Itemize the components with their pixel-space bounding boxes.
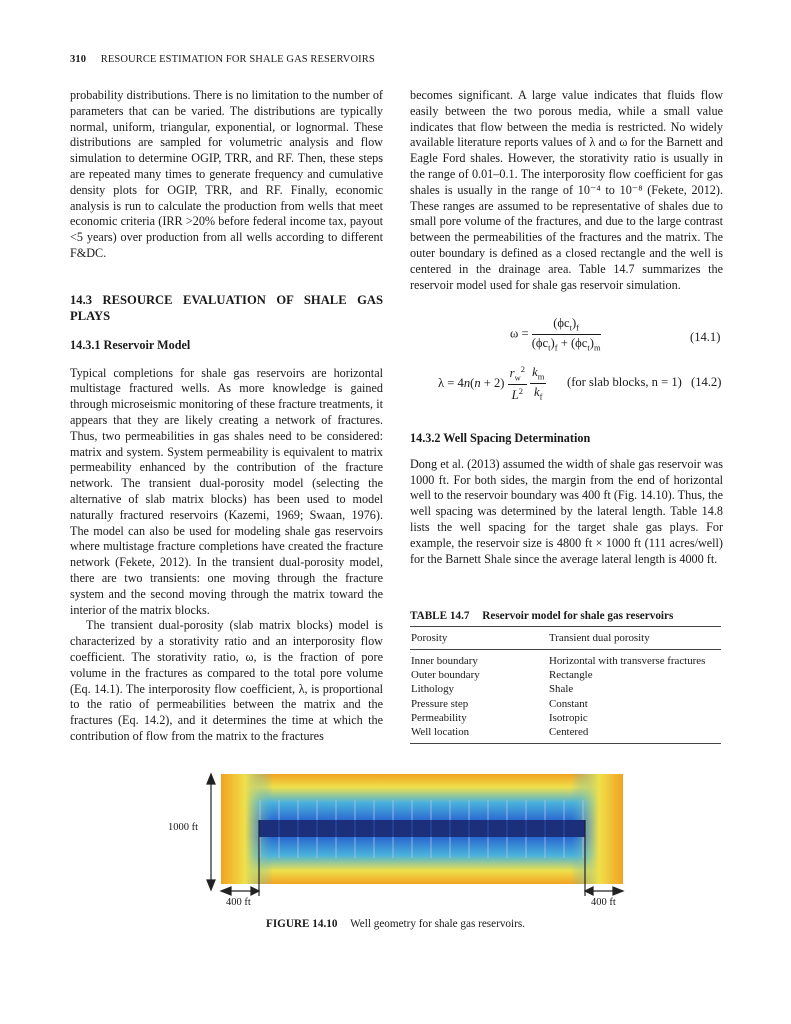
equation-14-2-number: (14.2) xyxy=(691,375,722,389)
table-cell: Inner boundary xyxy=(411,655,478,667)
table-cell: Lithology xyxy=(411,683,454,696)
horizontal-well xyxy=(259,820,585,837)
table-cell: Centered xyxy=(549,725,589,738)
table-row xyxy=(410,711,721,725)
left-column xyxy=(70,88,383,745)
table-caption xyxy=(410,610,683,622)
figure-width-label: 1000 ft xyxy=(168,822,199,833)
table-title: Reservoir model for shale gas reservoirs xyxy=(482,610,674,622)
section-heading: 14.3 RESOURCE EVALUATION OF SHALE GAS PLAYS xyxy=(70,292,383,323)
subsection-heading-reservoir-model: 14.3.1 Reservoir Model xyxy=(70,337,191,352)
well-spacing-paragraph: Dong et al. (2013) assumed the width of shale gas reservoir was 1000 ft. For both sides, the margin from the end of horizontal well to the reservoir boundary was 400 ft (Fig. 14.10). Thus, the well spacing was determined by the lateral length. Table 14.8 lists the well spacing for the target shale gas plays. For example, the reservoir size is 4800 ft × 1000 ft (111 acres/well) for the Barnett Shale since the average lateral length is 4000 ft. xyxy=(410,456,723,566)
well-stage-marks xyxy=(279,820,564,837)
table-header-cell: Transient dual porosity xyxy=(549,632,650,644)
reservoir-model-paragraph-2: The transient dual-porosity (slab matrix blocks) model is characterized by a storativity ratio and an interporosity flow coefficient. The storativity ratio, ω, is the fraction of pore volume in the fractures as compared to the total pore volume (Eq. 14.1). The interporosity flow coefficient, λ, is proportional to the ratio of permeabilities between the matrix and the fractures (Eq. 14.2), and it determines the time at which the contribution of flow from the matrix to the fractures xyxy=(70,618,383,743)
table-cell: Pressure step xyxy=(411,697,469,710)
table-cell: Shale xyxy=(549,683,574,696)
figure-left-margin-label: 400 ft xyxy=(226,897,251,908)
table-row xyxy=(410,682,721,696)
figure-right-margin-label: 400 ft xyxy=(591,897,616,908)
figure-caption xyxy=(0,918,791,930)
fracture-lines xyxy=(260,800,583,858)
table-cell: Horizontal with transverse fractures xyxy=(549,655,706,667)
running-header xyxy=(70,54,375,65)
table-cell: Constant xyxy=(549,697,588,710)
running-title: RESOURCE ESTIMATION FOR SHALE GAS RESERVOIRS xyxy=(100,54,375,65)
table-cell: Outer boundary xyxy=(411,669,480,682)
table-header-cell: Porosity xyxy=(411,632,448,644)
right-paragraph-1: becomes significant. A large value indicates that fluids flow easily between the two porous media, while a small value indicates that flow between the media is restricted. No widely available literature reports values of λ and ω for the Barnett and Eagle Ford shales. However, the storativity ratio is usually in the range of 0.01–0.1. The interporosity flow coefficient for gas shales is usually in the range of 10⁻⁴ to 10⁻⁸ (Fekete, 2012). These ranges are assumed to be representative of shales due to small pore volume of the fractures, and due to the large contrast between the permeabilities of the fractures and the matrix. The outer boundary is defined as a closed rectangle and the well is centered in the drainage area. Table 14.7 summarizes the reservoir model used for shale gas reservoir simulation. xyxy=(410,88,723,292)
equation-14-1: ω = $\frac{(\phi c_t)_f}{(\phi c_t)_f + (\phi c_t)_m}$ xyxy=(510,316,601,353)
figure-label: FIGURE 14.10 xyxy=(265,918,338,930)
intro-paragraph: probability distributions. There is no limitation to the number of parameters that can be varied. The distributions are typically normal, uniform, triangular, exponential, or lognormal. These distributions are sampled for volumetric analysis and flow simulation to determine OGIP, TRR, and RF. Then, these steps are repeated many times to generate frequency and cumulative density plots for OGIP, TRR, and RF. Finally, economic analysis is run to calculate the production from wells that meet economic criteria (IRR >20% before federal income tax, payout <5 years) over production from all wells according to different F&DC. xyxy=(70,88,383,260)
right-column xyxy=(410,88,723,293)
reservoir-model-table xyxy=(410,626,721,744)
table-cell: Permeability xyxy=(411,711,467,724)
right-column-lower xyxy=(410,431,723,567)
table-cell: Rectangle xyxy=(549,669,593,682)
table-header-row xyxy=(410,627,721,650)
subsection-heading-well-spacing: 14.3.2 Well Spacing Determination xyxy=(410,431,591,445)
reservoir-model-paragraph-1: Typical completions for shale gas reservoirs are horizontal multistage fractured wells. As more knowledge is gained through microseismic monitoring of these fracture treatments, it appears that they are likely creating a network of fractures. Thus, two permeabilities in gas shales need to be considered: matrix and system. System permeability is equivalent to matrix permeability enhanced by the contribution of the fracture network. The transient dual-porosity model (selecting the alternative of slab matrix blocks) has been used to model naturally fractured reservoirs (Kazemi, 1969; Swaan, 1976). The model can also be used for modeling shale gas reservoirs where multistage fracture completions have created the fracture network (Fekete, 2012). In the transient dual-porosity model, there are two transients: one moving through the fracture system and the second moving through the matrix toward the interior of the matrix blocks. xyxy=(70,365,383,617)
reservoir-pressure-field xyxy=(221,774,623,884)
reservoir-edge-shading xyxy=(221,774,623,884)
figure-caption-text: Well geometry for shale gas reservoirs. xyxy=(350,918,526,930)
table-row xyxy=(410,697,721,711)
width-dimension-arrow xyxy=(207,774,215,890)
equation-14-2-condition: (for slab blocks, n = 1) xyxy=(567,375,682,389)
left-margin-arrow xyxy=(221,820,259,896)
table-cell: Well location xyxy=(411,725,470,738)
equation-14-2: λ = 4n(n + 2) $\frac{r_w^2}{L^2}$ $\frac{k_m}{k_f}$ xyxy=(438,364,545,402)
page-number: 310 xyxy=(70,54,87,65)
right-margin-arrow xyxy=(585,820,623,896)
table-row xyxy=(410,668,721,682)
table-label: TABLE 14.7 xyxy=(410,610,470,622)
table-row xyxy=(410,654,721,668)
table-row xyxy=(410,725,721,739)
table-cell: Isotropic xyxy=(549,711,588,724)
equation-14-1-number: (14.1) xyxy=(690,330,721,344)
